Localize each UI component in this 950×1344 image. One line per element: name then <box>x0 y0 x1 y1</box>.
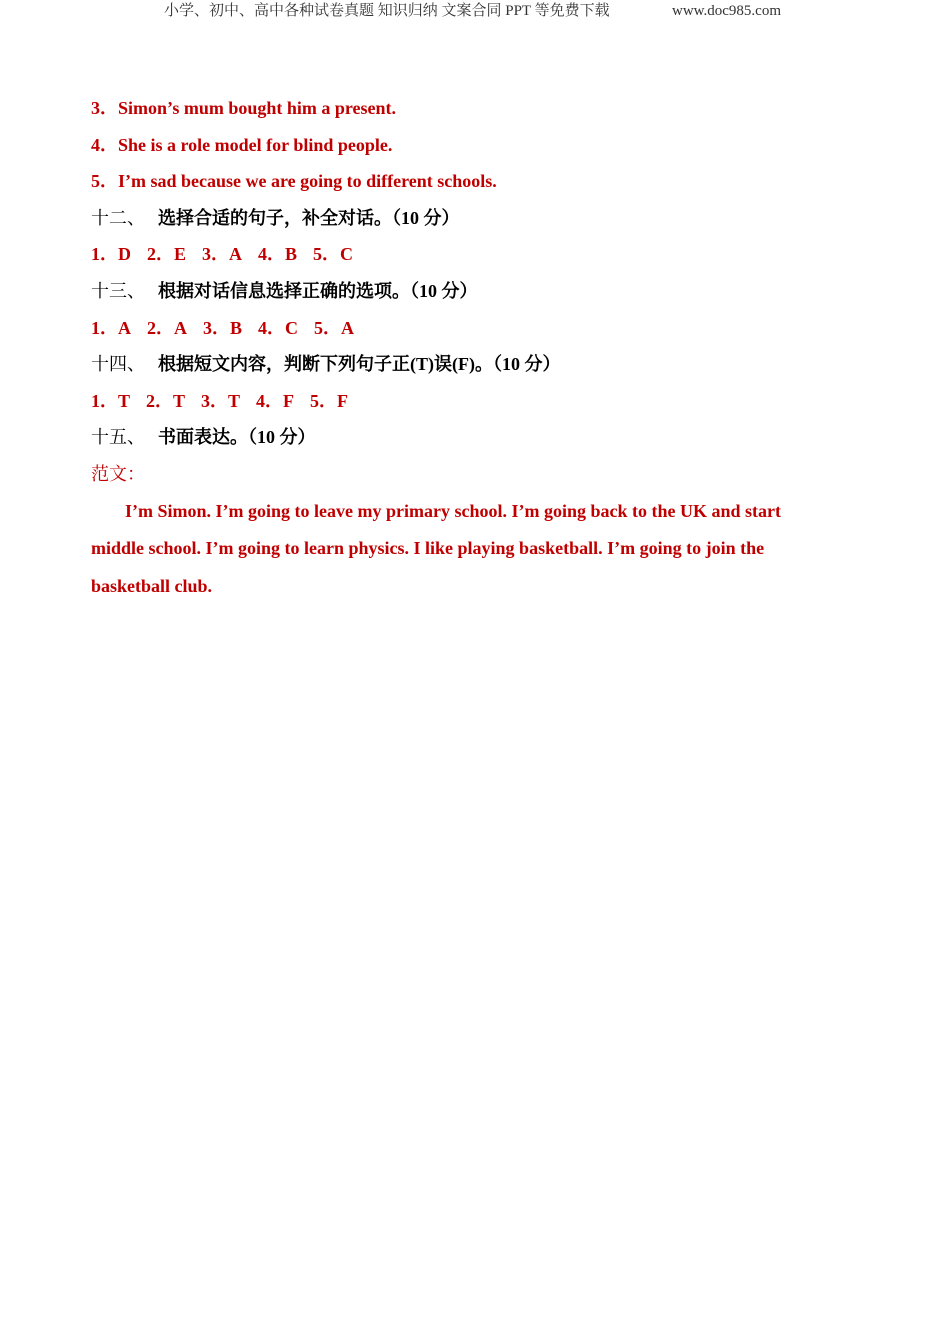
essay-label: 范文： <box>91 463 145 484</box>
answer-item: 1．D <box>91 244 131 265</box>
section-title: 根据对话信息选择正确的选项。（10 分） <box>158 280 478 301</box>
section-title: 根据短文内容，判断下列句子正(T)误(F)。（10 分） <box>158 354 561 375</box>
answer-item: 2．A <box>147 317 187 338</box>
section-number: 十五、 <box>91 427 145 448</box>
section-number: 十三、 <box>91 280 145 301</box>
section-heading-13 <box>91 273 831 310</box>
answer-item: 5．A <box>314 317 355 338</box>
section-answers-13 <box>91 310 831 347</box>
answer-line: 3．Simon’s mum bought him a present. <box>91 98 397 118</box>
answer-item: 4．B <box>258 244 298 265</box>
answer-item: 5．C <box>313 244 354 265</box>
answer-item: 2．T <box>146 390 186 411</box>
section-title: 选择合适的句子，补全对话。（10 分） <box>158 207 460 228</box>
answer-line: 4．She is a role model for blind people. <box>91 134 393 155</box>
section-title: 书面表达。（10 分） <box>158 427 316 448</box>
answer-item: 3．B <box>203 317 243 338</box>
page-header <box>0 0 950 24</box>
section-number: 十四、 <box>91 354 145 375</box>
header-url: www.doc985.com <box>672 3 782 19</box>
answer-item: 4．F <box>256 390 295 411</box>
answer-item: 3．T <box>201 390 241 411</box>
section-answers-12 <box>91 236 831 273</box>
section-answers-14 <box>91 383 831 420</box>
answer-item: 2．E <box>147 244 187 265</box>
answer-item: 1．T <box>91 390 131 411</box>
essay-text: I’m Simon. I’m going to leave my primary school. I’m going back to the UK and start middle school. I’m going to learn physics. I like playing basketball. I’m going to join the basketball club. <box>91 500 781 596</box>
answer-item: 1．A <box>91 317 131 338</box>
answer-item: 4．C <box>258 317 299 338</box>
section-heading-15 <box>91 419 831 456</box>
section-heading-14 <box>91 346 831 383</box>
document-body <box>91 90 831 605</box>
answer-item: 5．F <box>310 390 349 411</box>
answer-item: 3．A <box>202 244 243 265</box>
answer-line: 5．I’m sad because we are going to different schools. <box>91 171 497 192</box>
header-tagline: 小学、初中、高中各种试卷真题 知识归纳 文案合同 PPT 等免费下载 <box>164 3 610 19</box>
section-number: 十二、 <box>91 207 145 228</box>
section-heading-12 <box>91 200 831 237</box>
